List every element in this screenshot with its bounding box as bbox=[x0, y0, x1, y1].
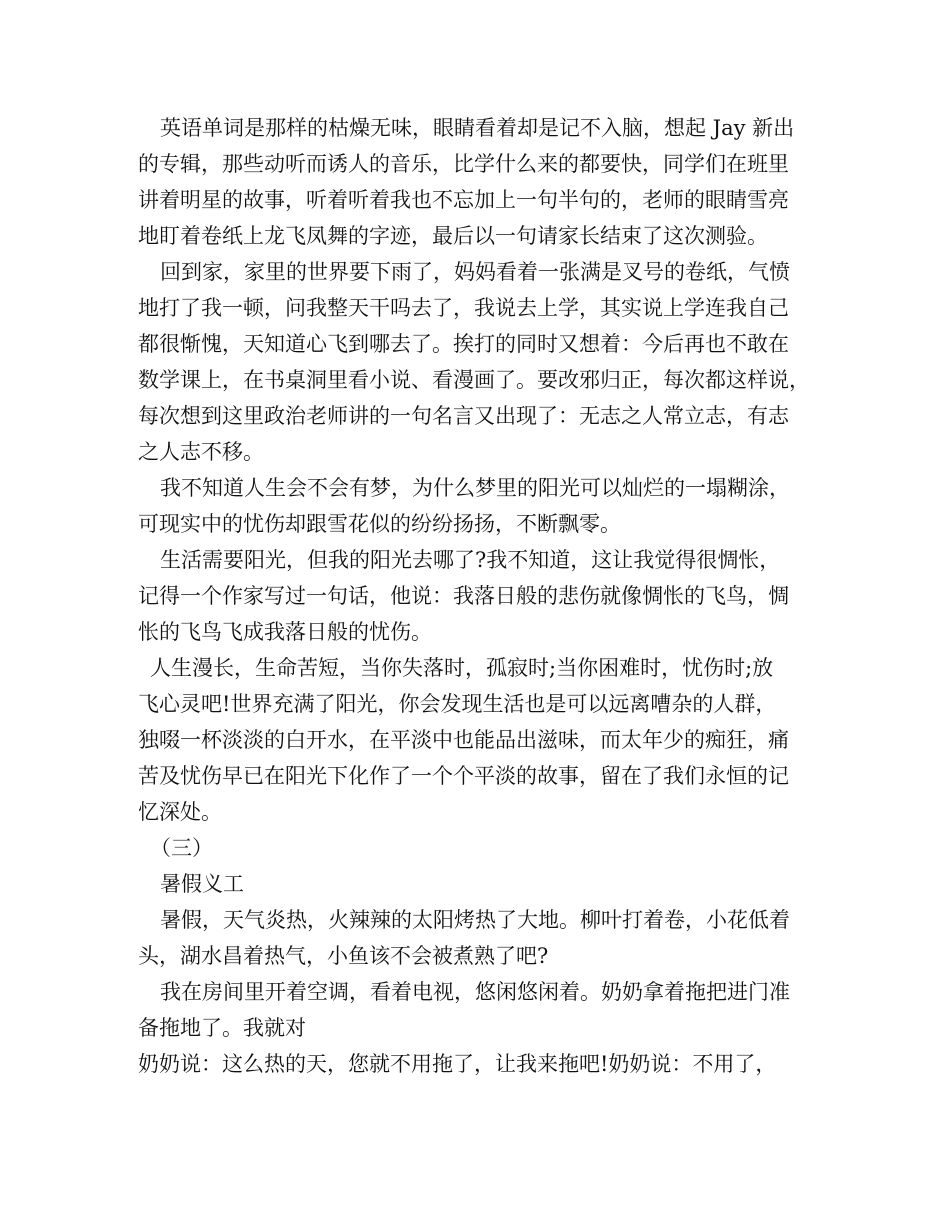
text-line: 地打了我一顿，问我整天干吗去了，我说去上学，其实说上学连我自己 bbox=[138, 296, 789, 320]
text-line: 我不知道人生会不会有梦，为什么梦里的阳光可以灿烂的一塌糊涂， bbox=[160, 476, 790, 500]
paragraph bbox=[138, 974, 818, 1046]
paragraph bbox=[138, 542, 818, 650]
text-line: 地盯着卷纸上龙飞凤舞的字迹，最后以一句请家长结束了这次测验。 bbox=[138, 224, 768, 248]
text-line: 人生漫长，生命苦短，当你失落时，孤寂时;当你困难时，忧伤时;放 bbox=[150, 656, 774, 680]
document-body bbox=[138, 110, 818, 1082]
text-line: 回到家，家里的世界要下雨了，妈妈看着一张满是叉号的卷纸，气愤 bbox=[160, 260, 790, 284]
paragraph bbox=[138, 110, 818, 254]
text-line: 飞心灵吧!世界充满了阳光，你会发现生活也是可以远离嘈杂的人群， bbox=[138, 692, 777, 716]
section-number bbox=[138, 830, 818, 866]
paragraph bbox=[138, 650, 818, 830]
text-line: 英语单词是那样的枯燥无味，眼睛看着却是记不入脑，想起 Jay 新出 bbox=[160, 116, 795, 140]
text-line: 可现实中的忧伤却跟雪花似的纷纷扬扬，不断飘零。 bbox=[138, 512, 621, 536]
text-line: 苦及忧伤早已在阳光下化作了一个个平淡的故事，留在了我们永恒的记 bbox=[138, 764, 789, 788]
text-line: 暑假，天气炎热，火辣辣的太阳烤热了大地。柳叶打着卷，小花低着 bbox=[160, 908, 790, 932]
paragraph bbox=[138, 1046, 818, 1082]
paragraph bbox=[138, 254, 818, 470]
text-line: 生活需要阳光，但我的阳光去哪了?我不知道，这让我觉得很惆怅， bbox=[160, 548, 781, 572]
text-line: 暑假义工 bbox=[160, 872, 244, 896]
text-line: 我在房间里开着空调，看着电视，悠闲悠闲着。奶奶拿着拖把进门准 bbox=[160, 980, 790, 1004]
text-line: （三） bbox=[150, 836, 213, 860]
text-line: 每次想到这里政治老师讲的一句名言又出现了：无志之人常立志，有志 bbox=[138, 404, 789, 428]
text-line: 数学课上，在书桌洞里看小说、看漫画了。要改邪归正，每次都这样说， bbox=[138, 368, 810, 392]
text-line: 头，湖水昌着热气，小鱼该不会被煮熟了吧? bbox=[138, 944, 549, 968]
section-title bbox=[138, 866, 818, 902]
text-line: 备拖地了。我就对 bbox=[138, 1016, 306, 1040]
text-line: 奶奶说：这么热的天，您就不用拖了，让我来拖吧!奶奶说：不用了， bbox=[138, 1052, 777, 1076]
text-line: 怅的飞鸟飞成我落日般的忧伤。 bbox=[138, 620, 432, 644]
text-line: 忆深处。 bbox=[138, 800, 222, 824]
text-line: 记得一个作家写过一句话，他说：我落日般的悲伤就像惆怅的飞鸟，惆 bbox=[138, 584, 789, 608]
paragraph bbox=[138, 470, 818, 542]
paragraph bbox=[138, 902, 818, 974]
text-line: 讲着明星的故事，听着听着我也不忘加上一句半句的，老师的眼睛雪亮 bbox=[138, 188, 789, 212]
text-line: 独啜一杯淡淡的白开水，在平淡中也能品出滋味，而太年少的痴狂，痛 bbox=[138, 728, 789, 752]
text-line: 的专辑，那些动听而诱人的音乐，比学什么来的都要快，同学们在班里 bbox=[138, 152, 789, 176]
text-line: 都很惭愧，天知道心飞到哪去了。挨打的同时又想着：今后再也不敢在 bbox=[138, 332, 789, 356]
text-line: 之人志不移。 bbox=[138, 440, 264, 464]
